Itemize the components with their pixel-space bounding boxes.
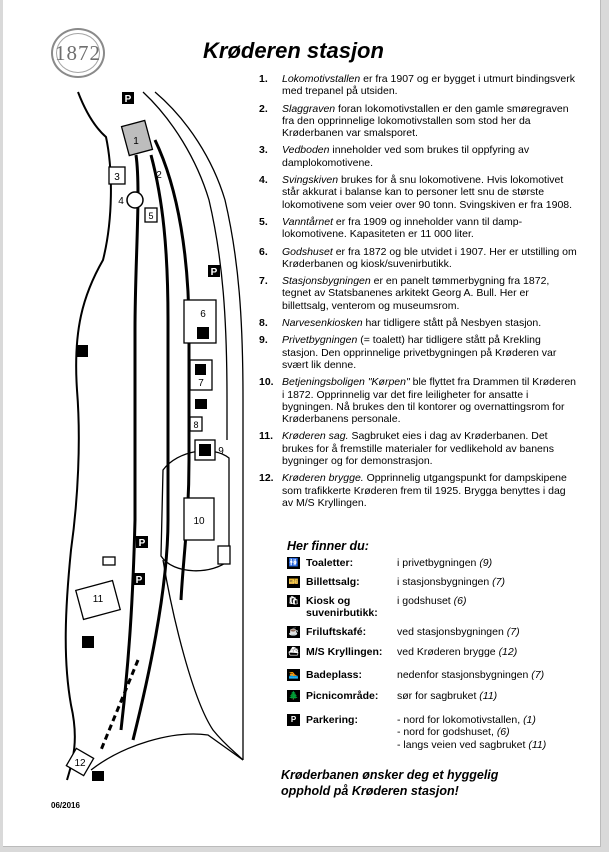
item-name: Slaggraven	[282, 102, 336, 115]
location-line: - langs veien ved sagbruket (11)	[397, 738, 547, 751]
kiosk-icon: 🛍	[288, 596, 299, 605]
shoreline	[66, 92, 111, 780]
item-number: 8.	[259, 317, 268, 330]
map-label-10: 10	[193, 516, 205, 527]
item-number: 9.	[259, 334, 268, 347]
list-item	[259, 216, 577, 241]
map-label-9: 9	[218, 446, 224, 457]
facility-label: Friluftskafé:	[306, 626, 367, 638]
facility-location	[397, 690, 577, 702]
item-number: 6.	[259, 245, 268, 258]
facility-label: Billettsalg:	[306, 576, 360, 588]
building-11b	[103, 557, 115, 565]
bathing-icon	[76, 345, 88, 357]
facility-label: Kiosk og suvenirbutikk:	[306, 595, 378, 620]
list-item	[259, 275, 577, 312]
boat-icon: ⛴	[288, 647, 299, 656]
facility-location	[397, 626, 577, 638]
facility-label: Picnicområde:	[306, 690, 379, 702]
building-10b	[218, 546, 230, 564]
item-name: Svingskiven	[282, 174, 339, 187]
edition-date: 06/2016	[51, 801, 80, 810]
facilities-heading: Her finner du:	[287, 539, 369, 553]
facility-location	[397, 557, 577, 569]
facility-location	[397, 714, 577, 751]
toilet-icon	[199, 444, 211, 456]
facility-label: Badeplass:	[306, 669, 363, 681]
parking-label: P	[138, 538, 146, 549]
item-number: 7.	[259, 275, 268, 288]
facility-label: M/S Kryllingen:	[306, 646, 383, 658]
facility-label: Parkering:	[306, 714, 358, 726]
item-name: Krøderen sag.	[282, 430, 349, 443]
item-text: inneholder ved som brukes til oppfyring av damplokomotivene.	[282, 144, 530, 169]
item-name: Vedboden	[282, 144, 330, 157]
facility-location	[397, 646, 577, 658]
map-label-8: 8	[193, 420, 199, 430]
parking-icon: P	[287, 714, 300, 726]
parking-icon	[122, 92, 134, 105]
item-text: (= toalett) har tidligere stått på Krekling stasjon. Den opprinnelige privetbygningen på Krøderen var svært lik denne.	[282, 334, 557, 371]
item-text: er fra 1909 og inneholder vann til damp-lokomotivene. Kapasiteten er 11 000 liter.	[282, 215, 523, 241]
item-number: 3.	[259, 144, 268, 157]
parking-icon	[208, 265, 220, 278]
item-text: ble flyttet fra Drammen til Krøderen i 1872. Opprinnelig var det fire leiligheter for ansatte i bygningen. Nå brukes den til kontorer og overnattingsrom for Krøderbanens personale.	[282, 376, 577, 426]
closing-line: opphold på Krøderen stasjon!	[281, 784, 459, 798]
cafe-icon: ☕	[288, 627, 299, 636]
parking-label: P	[124, 94, 132, 105]
list-item	[259, 376, 577, 425]
item-name: Privetbygningen	[282, 334, 358, 347]
brochure-page	[3, 0, 601, 847]
bathing-icon: 🏊	[288, 670, 299, 679]
location-line: ved Krøderen brygge (12)	[397, 646, 518, 658]
location-line: nedenfor stasjonsbygningen (7)	[397, 669, 545, 681]
toilet-icon: 🚻	[288, 558, 299, 567]
list-item	[259, 103, 577, 140]
cafe-icon	[195, 399, 207, 409]
track-west	[121, 155, 138, 730]
list-item	[259, 73, 577, 98]
location-line: - nord for godshuset, (6)	[397, 726, 510, 739]
ticket-icon: 🎫	[288, 577, 299, 586]
item-name: Narvesenkiosken	[282, 317, 363, 330]
map-label-12: 12	[74, 758, 86, 769]
facility-label: Toaletter:	[306, 557, 354, 569]
item-name: Krøderen brygge.	[282, 472, 364, 485]
item-text: foran lokomotivstallen er den gamle smøregraven fra den opprinnelige lokomotivstallen som stod her da Krøderbanen var smalsporet.	[282, 102, 569, 140]
page-title: Krøderen stasjon	[203, 38, 384, 63]
location-line: ved stasjonsbygningen (7)	[397, 626, 520, 638]
parking-label: P	[210, 267, 218, 278]
ticket-icon	[195, 364, 206, 375]
list-item	[259, 317, 577, 329]
item-text: er fra 1872 og ble utvidet i 1907. Her er utstilling om Krøderbanen og kiosk/suvenirbutikk.	[282, 245, 577, 270]
logo-year: 1872	[55, 41, 101, 65]
logo-1872	[47, 28, 109, 78]
closing-message	[281, 767, 498, 799]
parking-icon	[133, 573, 145, 586]
list-item	[259, 334, 577, 371]
item-name: Stasjonsbygningen	[282, 275, 371, 288]
list-item	[259, 472, 577, 509]
map-label-11: 11	[92, 594, 104, 605]
map-label-5: 5	[148, 211, 154, 221]
item-name: Betjeningsboligen "Kørpen"	[282, 376, 410, 389]
item-number: 5.	[259, 215, 268, 228]
location-line: i stasjonsbygningen (7)	[397, 576, 505, 588]
item-number: 4.	[259, 174, 268, 187]
item-name: Lokomotivstallen	[282, 73, 361, 85]
item-number: 10.	[259, 376, 274, 389]
facility-location	[397, 669, 577, 681]
item-text: brukes for å snu lokomotivene. Hvis lokomotivet står akkurat i balanse kan to personer lett snu de største lokomotivene som veier over 90 tonn. Svingskiven er fra 1908.	[282, 174, 573, 211]
parking-icon	[136, 536, 148, 549]
location-line: i godshuset (6)	[397, 595, 467, 607]
map-label-6: 6	[200, 309, 206, 320]
item-text: Opprinnelig utgangspunkt for dampskipene som trafikkerte Krøderen frem til 1925. Brygga benyttes i dag av M/S Kryllingen.	[282, 472, 567, 509]
item-number: 12.	[259, 472, 274, 485]
list-item	[259, 174, 577, 211]
parking-label: P	[135, 575, 143, 586]
map-label-4: 4	[118, 196, 124, 207]
item-number: 2.	[259, 102, 268, 115]
closing-line: Krøderbanen ønsker deg et hyggelig	[281, 768, 499, 782]
kiosk-icon	[197, 327, 209, 339]
location-line: - nord for lokomotivstallen, (1)	[397, 714, 536, 726]
turntable-4	[127, 192, 143, 208]
facility-location	[397, 576, 577, 588]
map-label-3: 3	[114, 172, 120, 183]
list-item	[259, 430, 577, 467]
location-line: sør for sagbruket (11)	[397, 690, 498, 702]
map-label-1: 1	[133, 136, 139, 147]
picnic-icon: 🌲	[288, 691, 299, 700]
list-item	[259, 144, 577, 169]
map-label-7: 7	[198, 378, 204, 389]
list-item	[259, 246, 577, 271]
location-line: i privetbygningen (9)	[397, 557, 493, 569]
attraction-list	[259, 73, 577, 514]
road-lower	[163, 560, 243, 760]
item-text: Sagbruket eies i dag av Krøderbanen. Det brukes for å fremstille materialer for vedlikehold av banens bygninger og for demonstrasjon.	[282, 430, 554, 468]
item-number: 11.	[259, 430, 274, 443]
item-text: er en panelt tømmerbygning fra 1872, tegnet av Statsbanenes arkitekt Georg A. Bull. Her er billettsalg, venterom og museumsrom.	[282, 275, 550, 312]
item-text: er fra 1907 og er bygget i utmurt bindingsverk med trepanel på utsiden.	[282, 73, 576, 98]
map-label-2: 2	[156, 170, 162, 181]
item-name: Vanntårnet	[282, 215, 333, 228]
item-number: 1.	[259, 73, 268, 85]
road-pier	[91, 734, 243, 770]
picnic-icon	[82, 636, 94, 648]
facility-location	[397, 595, 577, 607]
boat-icon	[92, 771, 104, 781]
item-name: Godshuset	[282, 245, 333, 258]
item-text: har tidligere stått på Nesbyen stasjon.	[362, 317, 542, 330]
